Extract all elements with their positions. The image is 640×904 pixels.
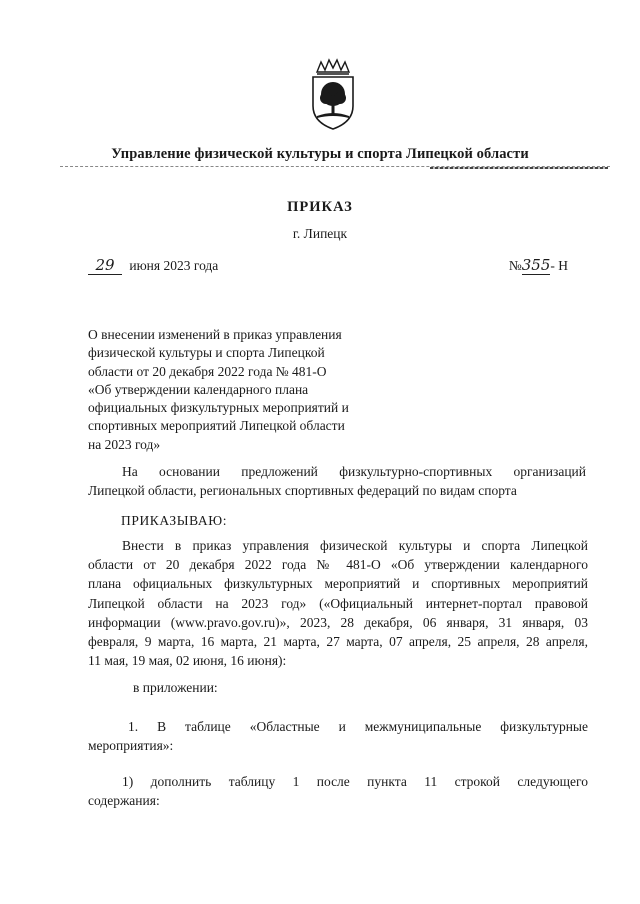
annex-text: в приложении: [133, 680, 218, 695]
date-day-handwritten: 29 [88, 256, 122, 275]
item-1-line: мероприятия»: [88, 738, 174, 754]
subject-line: О внесении изменений в приказ управления [88, 327, 342, 342]
body-line: области от 20 декабря 2022 года № 481-О «Об утверждении календарного [88, 557, 588, 573]
item-2-line: 1) дополнить таблицу 1 после пункта 11 строкой следующего [122, 774, 588, 789]
document-number [509, 256, 568, 275]
document-subject [88, 326, 388, 454]
body-line: Внести в приказ управления физической культуры и спорта Липецкой [122, 538, 588, 553]
subject-line: официальных физкультурных мероприятий и [88, 400, 349, 416]
item-2-line: содержания: [88, 793, 160, 809]
body-line: 11 мая, 19 мая, 02 июня, 16 июня): [88, 653, 287, 669]
coat-of-arms-icon [303, 58, 363, 132]
basis-paragraph [88, 462, 586, 500]
item-2 [88, 772, 588, 810]
order-word: ПРИКАЗЫВАЮ: [121, 513, 228, 528]
document-title: ПРИКАЗ [287, 199, 353, 215]
document-date [88, 256, 218, 275]
subject-line: области от 20 декабря 2022 года № 481-О [88, 363, 327, 379]
number-sign: № [508, 258, 522, 273]
header-divider-stamp [430, 167, 608, 169]
subject-line: спортивных мероприятий Липецкой области [88, 418, 345, 434]
number-suffix: - Н [550, 258, 568, 273]
date-month-year: июня 2023 года [129, 258, 219, 273]
body-line: информации (www.pravo.gov.ru)», 2023, 28 декабря, 06 января, 31 января, 03 [88, 614, 588, 630]
subject-line: «Об утверждении календарного плана [88, 381, 309, 397]
organization-name: Управление физической культуры и спорта Липецкой области [111, 146, 529, 162]
order-body-paragraph [88, 536, 588, 670]
number-handwritten: 355 [521, 256, 551, 274]
basis-line: На основании предложений физкультурно-спортивных организаций [122, 464, 586, 479]
body-line: плана официальных физкультурных мероприятий и спортивных мероприятий [88, 576, 588, 592]
basis-line: Липецкой области, региональных спортивных федераций по видам спорта [88, 483, 517, 498]
body-line: Липецкой области на 2023 год» («Официальный интернет-портал правовой [88, 595, 588, 611]
document-city: г. Липецк [292, 226, 348, 241]
subject-line: на 2023 год» [88, 436, 161, 452]
subject-line: физической культуры и спорта Липецкой [88, 345, 325, 361]
item-1-line: 1. В таблице «Областные и межмуниципальные физкультурные [128, 719, 588, 734]
item-1 [88, 717, 588, 755]
body-line: февраля, 9 марта, 16 марта, 21 марта, 27 марта, 07 апреля, 25 апреля, 28 апреля, [88, 634, 588, 650]
